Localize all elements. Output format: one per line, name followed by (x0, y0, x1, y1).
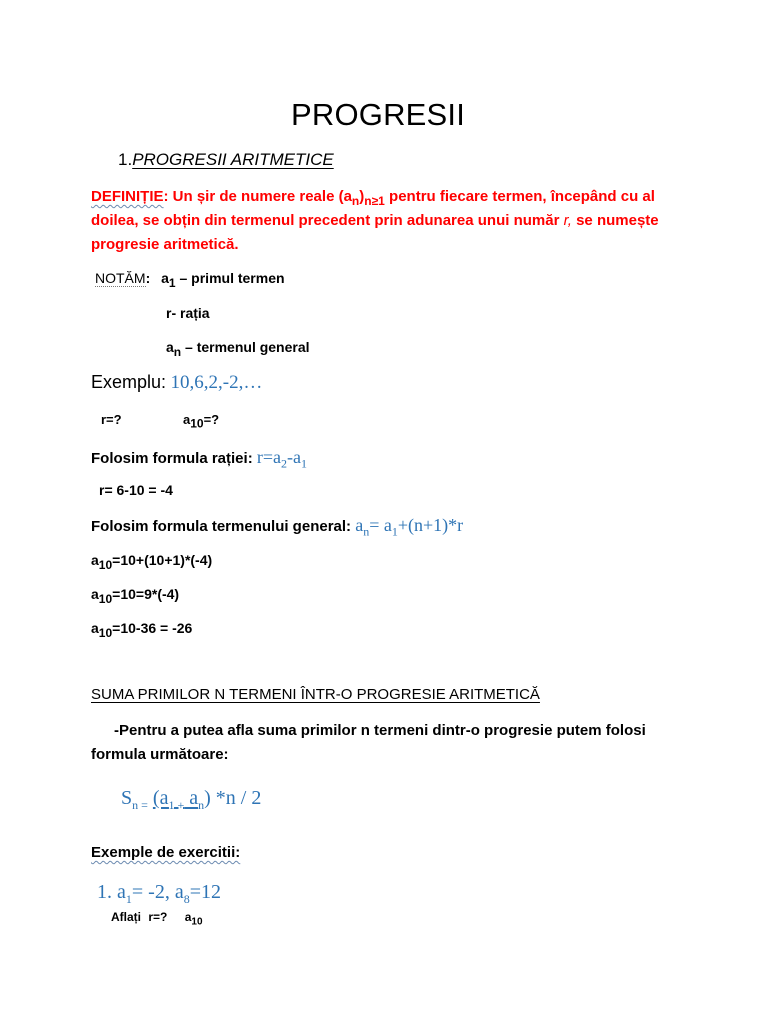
page-title: PROGRESII (291, 97, 466, 132)
sum-formula: $S_{n =}$ ($a_{1 +}$ $a_n$) *n / 2 (121, 787, 262, 812)
notam-general-term: $a_n$ – termenul general (166, 339, 310, 359)
definition-label: DEFINIȚIE (91, 188, 164, 205)
definition-line-3: progresie aritmetică. (91, 236, 239, 253)
ratio-formula: $r=a_2-a_1$ (256, 447, 307, 471)
notam-label: NOTĂM (95, 270, 146, 286)
exercise-1: 1. $a_1= -2$, $a_8=12$ (97, 881, 221, 906)
notam-line: NOTĂM: $a_1$ – primul termen (95, 270, 285, 290)
question-r: r=? (101, 412, 122, 427)
example-sequence: 10,6,2,-2,… (170, 372, 263, 393)
ratio-formula-line: Folosim formula rației: $r=a_2-a_1$ (91, 447, 307, 471)
sum-heading: SUMA PRIMILOR N TERMENI ÎNTR-O PROGRESIE ARITMETICĂ (91, 686, 540, 703)
sum-text-line-1: -Pentru a putea afla suma primilor n termeni dintr-o progresie putem folosi (114, 722, 646, 739)
calc-line-1: $a_{10}=10+(10+1)*(-4)$ (91, 552, 213, 572)
definition-line-2: doilea, se obțin din termenul precedent prin adunarea unui număr r, se numește (91, 212, 659, 229)
definition-line-1: DEFINIȚIE: Un șir de numere reale $(a_n)_{n\ge 1}$ pentru fiecare termen, începând cu al (91, 188, 655, 208)
exercises-heading: Exemple de exercitii: (91, 844, 241, 861)
calc-line-3: $a_{10}=10-36 = -26$ (91, 620, 193, 640)
notam-ratio: r- rația (166, 305, 210, 321)
section-title: PROGRESII ARITMETICE (132, 150, 334, 169)
question-a10: $a_{10}=$? (183, 412, 220, 431)
exercise-1-question: Aflați r=? $a_{10}$ (111, 910, 203, 928)
section-heading (118, 150, 334, 170)
example-line (91, 372, 262, 394)
calc-line-2: $a_{10}=10=9*(-4)$ (91, 586, 180, 606)
example-label: Exemplu: (91, 372, 167, 392)
sum-text-line-2: formula următoare: (91, 746, 229, 763)
section-number: 1. (118, 150, 133, 169)
general-formula-line: Folosim formula termenului general: $a_n= a_1+(n+1)*r$ (91, 515, 464, 539)
general-formula: $a_n= a_1+(n+1)*r$ (355, 515, 464, 539)
ratio-calc: r= 6-10 = -4 (99, 482, 173, 498)
